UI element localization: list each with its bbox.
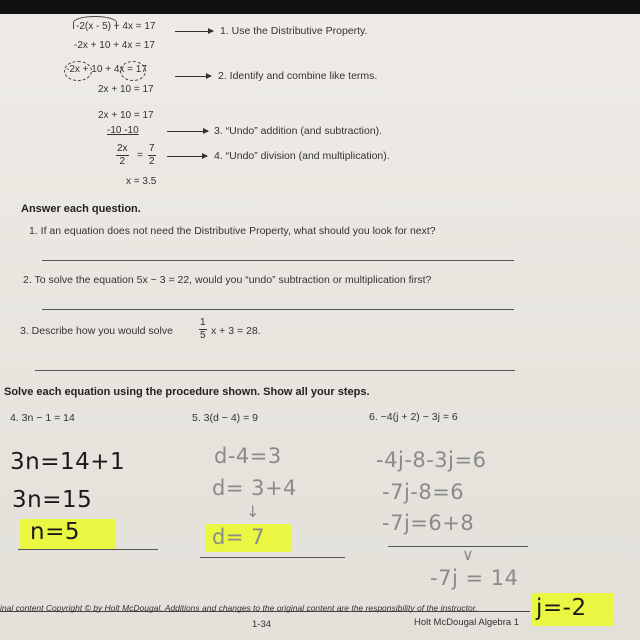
p5-down-arrow: ↓ xyxy=(246,502,260,521)
p5-answer-line[interactable] xyxy=(200,557,345,558)
p5-work-line-1: d-4=3 xyxy=(214,444,282,468)
example-eq-2: -2x + 10 + 4x = 17 xyxy=(74,40,155,51)
p6-answer-line[interactable] xyxy=(388,546,528,547)
question-3-fraction: $\frac{1}{5}$ xyxy=(200,317,206,341)
p6-down-arrow: ∨ xyxy=(462,545,475,564)
step-2-arrow xyxy=(175,76,211,77)
step-1-arrow xyxy=(175,31,213,32)
eq7-equals: = xyxy=(137,150,143,161)
p4-answer: n=5 xyxy=(30,519,80,545)
question-1: 1. If an equation does not need the Distributive Property, what should you look for next? xyxy=(29,225,436,237)
step-1-text: 1. Use the Distributive Property. xyxy=(220,25,368,37)
question-3-text: 3. Describe how you would solve xyxy=(20,325,173,337)
p6-answer: j=-2 xyxy=(536,595,587,621)
example-eq-1: -2(x - 5) + 4x = 17 xyxy=(76,21,156,32)
question-2: 2. To solve the equation 5x − 3 = 22, would you “undo” subtraction or multiplication first? xyxy=(23,274,432,286)
top-dark-bar xyxy=(0,0,640,14)
p5-work-line-2: d= 3+4 xyxy=(212,476,297,500)
example-eq-3: -2x + 10 + 4x = 17 xyxy=(66,64,147,75)
p4-work-line-1: 3n=14+1 xyxy=(10,449,126,475)
example-eq-8: x = 3.5 xyxy=(126,176,157,187)
worksheet-page xyxy=(0,14,640,640)
p5-answer: d= 7 xyxy=(212,525,265,549)
answer-line-2[interactable] xyxy=(42,309,514,310)
answer-line-1[interactable] xyxy=(42,260,514,261)
like-term-circle-2 xyxy=(120,61,146,81)
like-term-circle-1 xyxy=(64,61,92,81)
eq7-right-fraction: $\frac{7}{2}$ xyxy=(149,143,155,167)
problem-4: 4. 3n − 1 = 14 xyxy=(10,412,75,424)
problem-5: 5. 3(d − 4) = 9 xyxy=(192,412,258,424)
eq7-left-fraction: $\frac{2x}{2}$ xyxy=(117,143,128,167)
step-2-text: 2. Identify and combine like terms. xyxy=(218,70,378,82)
footer-page-number: 1-34 xyxy=(252,619,272,630)
p6-work-line-4: -7j = 14 xyxy=(430,566,519,590)
answer-heading: Answer each question. xyxy=(21,203,141,215)
p6-work-line-3: -7j=6+8 xyxy=(382,511,475,535)
answer-line-3[interactable] xyxy=(35,370,515,371)
p4-answer-line[interactable] xyxy=(18,549,158,550)
footer-copyright: inal content Copyright © by Holt McDougal. Additions and changes to the original content are the responsibility of the instructor. xyxy=(0,603,478,613)
example-eq-6: -10 -10 xyxy=(107,125,139,136)
example-eq-5: 2x + 10 = 17 xyxy=(98,110,154,121)
step-4-arrow xyxy=(167,156,207,157)
step-3-arrow xyxy=(167,131,208,132)
problem-6: 6. −4(j + 2) − 3j = 6 xyxy=(369,411,458,423)
p4-work-line-2: 3n=15 xyxy=(12,487,93,513)
step-4-text: 4. “Undo” division (and multiplication). xyxy=(214,150,390,162)
p6-work-line-2: -7j-8=6 xyxy=(382,480,465,504)
footer-book-title: Holt McDougal Algebra 1 xyxy=(414,617,520,628)
step-3-text: 3. “Undo” addition (and subtraction). xyxy=(214,125,383,137)
example-eq-4: 2x + 10 = 17 xyxy=(98,84,154,95)
distribute-arc xyxy=(73,16,117,29)
solve-heading: Solve each equation using the procedure shown. Show all your steps. xyxy=(4,386,370,398)
question-3-equation: x + 3 = 28. xyxy=(211,325,261,337)
p6-work-line-1: -4j-8-3j=6 xyxy=(376,448,487,472)
